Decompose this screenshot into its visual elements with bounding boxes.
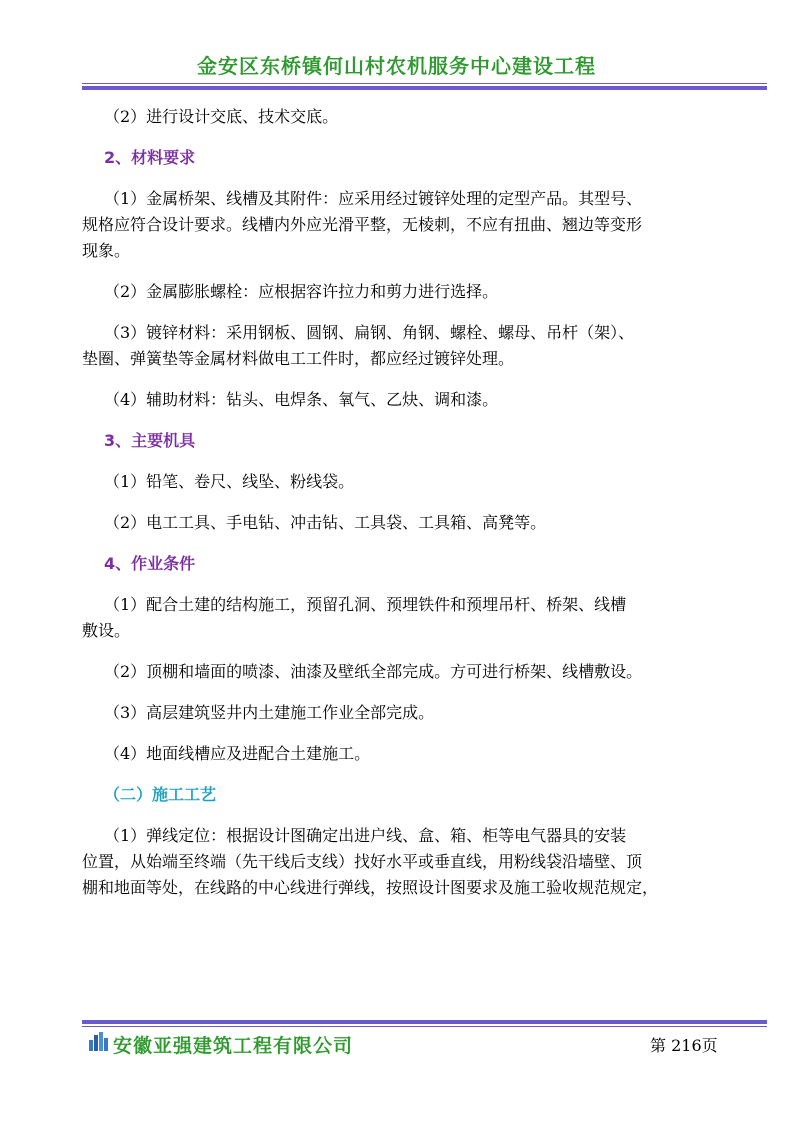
- paragraph: [82, 186, 724, 264]
- paragraph: （2）顶棚和墙面的喷漆、油漆及壁纸全部完成。方可进行桥架、线槽敷设。: [104, 662, 643, 681]
- paragraph: [82, 320, 724, 372]
- section-heading: 3、主要机具: [104, 431, 196, 450]
- footer-rule-thick: [82, 1020, 767, 1024]
- paragraph: （4）辅助材料：钻头、电焊条、氧气、乙炔、调和漆。: [104, 390, 499, 409]
- header-rule-thin: [82, 83, 767, 84]
- section-heading: （二）施工工艺: [104, 785, 217, 804]
- paragraph-line: 位置，从始端至终端（先干线后支线）找好水平或垂直线，用粉线袋沿墙壁、顶: [82, 852, 643, 871]
- footer-rule-thin: [82, 1026, 767, 1027]
- page-header-title: 金安区东桥镇何山村农机服务中心建设工程: [197, 54, 596, 78]
- paragraph: （1）铅笔、卷尺、线坠、粉线袋。: [104, 472, 355, 491]
- paragraph-line: （1）配合土建的结构施工，预留孔洞、预埋铁件和预埋吊杆、桥架、线槽: [104, 595, 627, 614]
- paragraph: [82, 823, 724, 901]
- paragraph: （3）高层建筑竖井内土建施工作业全部完成。: [104, 703, 435, 722]
- section-heading: 4、作业条件: [104, 554, 196, 573]
- paragraph-line: 现象。: [82, 241, 131, 260]
- company-logo-icon: [88, 1032, 110, 1052]
- paragraph-line: 敷设。: [82, 621, 131, 640]
- footer-company-name: 安徽亚强建筑工程有限公司: [113, 1035, 354, 1057]
- paragraph-line: （3）镀锌材料：采用钢板、圆钢、扁钢、角钢、螺栓、螺母、吊杆（架）、: [104, 323, 635, 342]
- paragraph: （4）地面线槽应及进配合土建施工。: [104, 744, 371, 763]
- header-rule-thick: [82, 86, 767, 90]
- section-heading: 2、材料要求: [104, 148, 196, 167]
- paragraph: [82, 592, 724, 644]
- paragraph: （2）电工工具、手电钻、冲击钻、工具袋、工具箱、高凳等。: [104, 513, 547, 532]
- document-body: [82, 104, 724, 916]
- paragraph-line: 规格应符合设计要求。线槽内外应光滑平整，无棱刺，不应有扭曲、翘边等变形: [82, 215, 643, 234]
- paragraph-line: 垫圈、弹簧垫等金属材料做电工工件时，都应经过镀锌处理。: [82, 349, 515, 368]
- paragraph-line: 棚和地面等处，在线路的中心线进行弹线，按照设计图要求及施工验收规范规定，: [82, 878, 659, 897]
- paragraph-line: （1）弹线定位：根据设计图确定出进户线、盒、箱、柜等电气器具的安装: [104, 826, 627, 845]
- paragraph-line: （1）金属桥架、线槽及其附件：应采用经过镀锌处理的定型产品。其型号、: [104, 189, 643, 208]
- page-number: 第 216页: [650, 1036, 718, 1055]
- paragraph: （2）金属膨胀螺栓：应根据容许拉力和剪力进行选择。: [104, 282, 499, 301]
- paragraph: （2）进行设计交底、技术交底。: [104, 107, 339, 126]
